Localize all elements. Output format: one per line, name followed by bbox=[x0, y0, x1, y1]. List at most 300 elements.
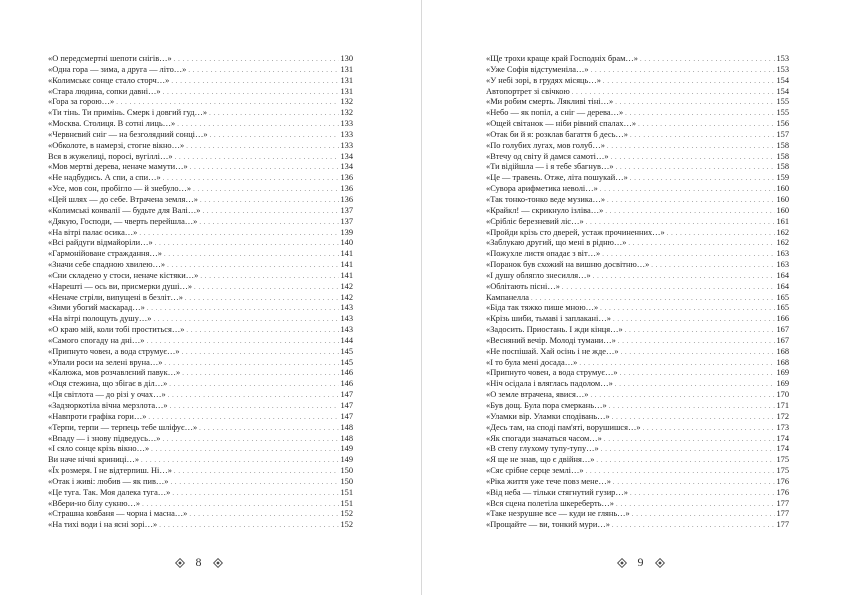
toc-entry-page: 137 bbox=[340, 205, 353, 215]
dot-leader bbox=[611, 153, 776, 163]
toc-entry-page: 142 bbox=[340, 281, 353, 291]
right-page bbox=[422, 0, 843, 595]
toc-entry-page: 148 bbox=[340, 422, 353, 432]
toc-entry bbox=[48, 390, 353, 401]
dot-leader bbox=[174, 55, 340, 65]
toc-entry-page: 146 bbox=[340, 368, 353, 378]
toc-entry bbox=[486, 184, 789, 195]
toc-entry-page: 136 bbox=[340, 184, 353, 194]
dot-leader bbox=[600, 185, 776, 195]
toc-entry-title: «Уже Софія відстуменіла…» bbox=[486, 64, 589, 74]
toc-entry-title: «Всі райдуги відмайоріли…» bbox=[48, 238, 153, 248]
toc-entry bbox=[48, 217, 353, 228]
toc-entry-title: «Крайкл! — скрикнуло ізліва…» bbox=[486, 205, 604, 215]
dot-leader bbox=[562, 283, 776, 293]
dot-leader bbox=[625, 326, 776, 336]
toc-entry bbox=[486, 130, 789, 141]
toc-entry-title: «Калюжа, мов розчавлєний павук…» bbox=[48, 368, 181, 378]
toc-entry bbox=[486, 509, 789, 520]
dot-leader bbox=[607, 142, 776, 152]
toc-entry bbox=[486, 455, 789, 466]
dot-leader bbox=[193, 185, 339, 195]
toc-entry-title: «Ми робим смерть. Лякливі тіні…» bbox=[486, 97, 614, 107]
toc-entry-title: «Як спогади значаться часом…» bbox=[486, 433, 602, 443]
toc-entry-page: 173 bbox=[776, 422, 789, 432]
toc-entry bbox=[48, 423, 353, 434]
dot-leader bbox=[186, 142, 339, 152]
dot-leader bbox=[621, 348, 776, 358]
dot-leader bbox=[159, 521, 339, 531]
toc-entry-page: 141 bbox=[340, 260, 353, 270]
toc-entry bbox=[48, 162, 353, 173]
dot-leader bbox=[177, 120, 339, 130]
toc-entry-title: «Стара людина, сопки давні…» bbox=[48, 86, 161, 96]
toc-entry-page: 158 bbox=[776, 140, 789, 150]
toc-entry-page: 131 bbox=[340, 75, 353, 85]
dot-leader bbox=[603, 77, 776, 87]
toc-entry bbox=[48, 347, 353, 358]
dot-leader bbox=[615, 98, 775, 108]
dot-leader bbox=[593, 272, 776, 282]
toc-entry-page: 131 bbox=[340, 86, 353, 96]
toc-entry bbox=[486, 347, 789, 358]
toc-entry-page: 133 bbox=[340, 129, 353, 139]
toc-entry-page: 175 bbox=[776, 455, 789, 465]
toc-entry bbox=[48, 76, 353, 87]
dot-leader bbox=[169, 380, 339, 390]
dot-leader bbox=[616, 500, 775, 510]
toc-entry bbox=[48, 368, 353, 379]
toc-entry-title: «Упали роси на зелені вруна…» bbox=[48, 357, 163, 367]
toc-entry-title: «Уламки вір. Уламки сподівань…» bbox=[486, 411, 610, 421]
toc-entry-page: 134 bbox=[340, 162, 353, 172]
dot-leader bbox=[190, 163, 340, 173]
dot-leader bbox=[116, 98, 339, 108]
toc-entry-title: Ви наче нічні криниці…» bbox=[48, 455, 140, 465]
toc-entry bbox=[48, 477, 353, 488]
dot-leader bbox=[139, 229, 339, 239]
toc-entry-page: 169 bbox=[776, 379, 789, 389]
toc-entry-page: 134 bbox=[340, 151, 353, 161]
toc-entry-page: 132 bbox=[340, 97, 353, 107]
toc-entry-title: «Пройди крізь сто дверей, устаж прочиненних…» bbox=[486, 227, 665, 237]
toc-entry-page: 147 bbox=[340, 411, 353, 421]
toc-entry-title: «Поранок був схожий на вишню досвітню…» bbox=[486, 260, 650, 270]
dot-leader bbox=[164, 359, 339, 369]
toc-entry bbox=[48, 444, 353, 455]
toc-entry-title: «Я ще не знав, що є двійня…» bbox=[486, 455, 595, 465]
toc-entry bbox=[48, 238, 353, 249]
toc-entry-page: 153 bbox=[776, 64, 789, 74]
toc-entry bbox=[48, 130, 353, 141]
toc-entry bbox=[48, 87, 353, 98]
toc-entry-title: «Гора за горою…» bbox=[48, 97, 115, 107]
toc-entry-page: 146 bbox=[340, 379, 353, 389]
dot-leader bbox=[167, 261, 339, 271]
toc-entry bbox=[486, 303, 789, 314]
toc-entry-title: «Москва. Столиця. В сотні лиць…» bbox=[48, 119, 176, 129]
toc-entry-title: «Цей шлях — до себе. Втрачена земля…» bbox=[48, 194, 198, 204]
toc-entry bbox=[48, 141, 353, 152]
toc-entry-title: «У небі зорі, в грудях місяць…» bbox=[486, 75, 601, 85]
dot-leader bbox=[163, 88, 340, 98]
toc-entry-page: 152 bbox=[340, 509, 353, 519]
toc-entry bbox=[48, 108, 353, 119]
dot-leader bbox=[155, 239, 340, 249]
toc-entry-title: «Обколоте, в намерзі, стогне вікно…» bbox=[48, 140, 185, 150]
toc-entry bbox=[48, 173, 353, 184]
toc-entry bbox=[486, 152, 789, 163]
toc-entry-page: 143 bbox=[340, 303, 353, 313]
page-folio-left bbox=[0, 555, 409, 570]
toc-entry-title: «О земле втрачена, явися…» bbox=[486, 390, 589, 400]
toc-entry-page: 160 bbox=[776, 205, 789, 215]
toc-entry-title: «І душу облягло знесилля…» bbox=[486, 270, 591, 280]
toc-entry-title: «Терпи, терпи — терпець тебе шліфує…» bbox=[48, 422, 198, 432]
toc-entry bbox=[486, 434, 789, 445]
toc-entry-title: «Так тонко-тонко веде музика…» bbox=[486, 194, 606, 204]
toc-entry-title: «По голубих лугах, мов голуб…» bbox=[486, 140, 605, 150]
table-of-contents-left bbox=[48, 54, 353, 531]
toc-entry-page: 137 bbox=[340, 216, 353, 226]
toc-entry bbox=[486, 477, 789, 488]
toc-entry-page: 177 bbox=[776, 520, 789, 530]
toc-entry-title: «Крізь шиби, тьмаві і заплакані…» bbox=[486, 314, 611, 324]
toc-entry-page: 168 bbox=[776, 357, 789, 367]
toc-entry bbox=[48, 65, 353, 76]
dot-leader bbox=[640, 55, 775, 65]
toc-entry-page: 162 bbox=[776, 238, 789, 248]
toc-entry-title: «Страшна ковбаня — чорна і масна…» bbox=[48, 509, 188, 519]
toc-entry-title: «Не поспішай. Хай осінь і не жде…» bbox=[486, 346, 619, 356]
toc-entry-page: 148 bbox=[340, 433, 353, 443]
toc-entry-page: 156 bbox=[776, 119, 789, 129]
toc-entry-page: 166 bbox=[776, 314, 789, 324]
toc-entry bbox=[486, 390, 789, 401]
toc-entry bbox=[486, 65, 789, 76]
dot-leader bbox=[531, 294, 775, 304]
toc-entry-title: «Біда так тяжко пише мною…» bbox=[486, 303, 599, 313]
dot-leader bbox=[199, 424, 339, 434]
dot-leader bbox=[200, 272, 339, 282]
dot-leader bbox=[147, 337, 340, 347]
toc-entry-title: «Мов мертві дерева, неначе мамути…» bbox=[48, 162, 188, 172]
toc-entry-title: «Вбери-но білу сукню…» bbox=[48, 498, 141, 508]
toc-entry-title: «Ощей світанок — ніби рівний спалах…» bbox=[486, 119, 637, 129]
dot-leader bbox=[591, 66, 776, 76]
dot-leader bbox=[596, 456, 775, 466]
toc-entry-page: 139 bbox=[340, 227, 353, 237]
toc-entry-page: 158 bbox=[776, 151, 789, 161]
toc-entry-page: 133 bbox=[340, 140, 353, 150]
toc-entry-title: «Срібліє березневий ліс…» bbox=[486, 216, 584, 226]
toc-entry bbox=[486, 401, 789, 412]
page-folio-right bbox=[430, 555, 843, 570]
toc-entry-page: 174 bbox=[776, 444, 789, 454]
toc-entry bbox=[486, 368, 789, 379]
dot-leader bbox=[604, 435, 776, 445]
toc-entry bbox=[48, 455, 353, 466]
dot-leader bbox=[601, 445, 776, 455]
toc-entry-page: 175 bbox=[776, 466, 789, 476]
toc-entry-page: 149 bbox=[340, 444, 353, 454]
toc-entry-page: 140 bbox=[340, 238, 353, 248]
toc-entry-title: Вся в жужелиці, поросі, вугіллі…» bbox=[48, 151, 173, 161]
toc-entry-page: 165 bbox=[776, 303, 789, 313]
toc-entry bbox=[48, 509, 353, 520]
toc-entry-page: 155 bbox=[776, 97, 789, 107]
toc-entry bbox=[486, 76, 789, 87]
toc-entry-page: 147 bbox=[340, 390, 353, 400]
toc-entry bbox=[48, 249, 353, 260]
toc-entry-page: 176 bbox=[776, 476, 789, 486]
toc-entry bbox=[48, 466, 353, 477]
dot-leader bbox=[609, 402, 776, 412]
dot-leader bbox=[188, 66, 339, 76]
toc-entry bbox=[486, 141, 789, 152]
toc-entry-page: 170 bbox=[776, 390, 789, 400]
toc-entry-page: 143 bbox=[340, 325, 353, 335]
toc-entry-page: 155 bbox=[776, 108, 789, 118]
toc-entry bbox=[486, 119, 789, 130]
toc-entry-page: 177 bbox=[776, 498, 789, 508]
toc-entry-page: 165 bbox=[776, 292, 789, 302]
toc-entry bbox=[486, 206, 789, 217]
toc-entry bbox=[486, 271, 789, 282]
toc-entry-title: «Колимські конвалії — будьте для Валі…» bbox=[48, 205, 201, 215]
toc-entry-title: «Навпроти графіка гори…» bbox=[48, 411, 147, 421]
dot-leader bbox=[189, 510, 339, 520]
toc-entry-title: «Ще трохи краще край Господніх брам…» bbox=[486, 54, 638, 63]
toc-entry-page: 143 bbox=[340, 314, 353, 324]
toc-entry bbox=[486, 162, 789, 173]
toc-entry-page: 131 bbox=[340, 64, 353, 74]
diamond-ornament-icon bbox=[617, 558, 627, 568]
toc-entry bbox=[486, 282, 789, 293]
dot-leader bbox=[164, 250, 339, 260]
toc-entry-page: 142 bbox=[340, 292, 353, 302]
toc-entry-page: 133 bbox=[340, 119, 353, 129]
toc-entry-title: «На вітрі полощуть душу…» bbox=[48, 314, 152, 324]
toc-entry-page: 136 bbox=[340, 194, 353, 204]
toc-entry-title: «Таке незрушне все — куди не глянь…» bbox=[486, 509, 630, 519]
dot-leader bbox=[586, 218, 776, 228]
toc-entry-title: «Усе, мов сон, пробігло — й знебуло…» bbox=[48, 184, 192, 194]
toc-entry-title: «Від неба — тільки стягнутий гузир…» bbox=[486, 487, 628, 497]
diamond-ornament-icon bbox=[175, 558, 185, 568]
toc-entry bbox=[486, 238, 789, 249]
toc-entry-page: 149 bbox=[340, 455, 353, 465]
toc-entry-title: «Облітають пісні…» bbox=[486, 281, 560, 291]
toc-entry bbox=[486, 195, 789, 206]
toc-entry bbox=[48, 314, 353, 325]
toc-entry bbox=[48, 499, 353, 510]
toc-entry-title: «Втечу од світу й дамся самоті…» bbox=[486, 151, 609, 161]
toc-entry-page: 163 bbox=[776, 249, 789, 259]
dot-leader bbox=[147, 304, 340, 314]
toc-entry-title: «Не надбудись. А спи, а спи…» bbox=[48, 173, 161, 183]
toc-entry bbox=[486, 293, 789, 304]
toc-entry-title: «На вітрі палає осика…» bbox=[48, 227, 138, 237]
toc-entry-page: 154 bbox=[776, 86, 789, 96]
toc-entry-title: «Це туга. Так. Моя далека туга…» bbox=[48, 487, 171, 497]
toc-entry-title: «Оця стежина, що збігає в діл…» bbox=[48, 379, 168, 389]
dot-leader bbox=[625, 109, 775, 119]
toc-entry-title: «Червнєвий сніг — на безголядний сонці…» bbox=[48, 129, 208, 139]
dot-leader bbox=[170, 402, 340, 412]
dot-leader bbox=[171, 77, 339, 87]
toc-entry-title: «Отак би й я: розклав багаття б десь…» bbox=[486, 129, 628, 139]
dot-leader bbox=[175, 153, 340, 163]
dot-leader bbox=[162, 435, 339, 445]
dot-leader bbox=[651, 261, 775, 271]
dot-leader bbox=[630, 489, 776, 499]
toc-entry-title: «Сяє срібне серце землі…» bbox=[486, 466, 584, 476]
dot-leader bbox=[628, 239, 775, 249]
toc-entry-page: 164 bbox=[776, 270, 789, 280]
toc-entry bbox=[48, 434, 353, 445]
toc-entry-title: «Отак і живі: любив — як пив…» bbox=[48, 476, 169, 486]
toc-entry bbox=[486, 379, 789, 390]
toc-entry bbox=[48, 336, 353, 347]
toc-entry bbox=[48, 358, 353, 369]
toc-entry bbox=[486, 314, 789, 325]
toc-entry-title: «Весняний вечір. Молоді тумани…» bbox=[486, 335, 616, 345]
page-number: 9 bbox=[637, 555, 644, 569]
toc-entry-title: «Вся сцена полетіла шкереберть…» bbox=[486, 498, 614, 508]
toc-entry bbox=[486, 358, 789, 369]
dot-leader bbox=[151, 445, 339, 455]
toc-entry-title: «Припнуто човен, а вода струмує…» bbox=[48, 346, 180, 356]
table-of-contents-right bbox=[486, 54, 789, 531]
toc-entry-title: «Нарешті — ось ви, присмерки душі…» bbox=[48, 281, 193, 291]
toc-entry-title: «Задосить. Приостань. І жди кінця…» bbox=[486, 325, 623, 335]
toc-entry bbox=[486, 520, 789, 531]
dot-leader bbox=[607, 196, 775, 206]
toc-entry-title: «Ти тінь. Ти примінь. Смерк і довгий гуд…» bbox=[48, 108, 208, 118]
toc-entry-title: «Прощайте — ви, тонкий мури…» bbox=[486, 520, 610, 530]
dot-leader bbox=[210, 131, 340, 141]
dot-leader bbox=[638, 120, 775, 130]
toc-entry-page: 162 bbox=[776, 227, 789, 237]
toc-entry bbox=[48, 54, 353, 65]
toc-entry bbox=[48, 206, 353, 217]
toc-entry-title: «Пожухле листя опадає з віт…» bbox=[486, 249, 601, 259]
toc-entry-title: Кампанелла bbox=[486, 292, 529, 302]
toc-entry-title: «О краю мій, коли тобі проститься…» bbox=[48, 325, 185, 335]
toc-entry bbox=[486, 412, 789, 423]
toc-entry-title: «Десь там, на споді пам'яті, ворушишся…» bbox=[486, 422, 641, 432]
page-number: 8 bbox=[195, 555, 202, 569]
toc-entry-title: «Гармонійоване страждання…» bbox=[48, 249, 162, 259]
toc-entry bbox=[486, 249, 789, 260]
toc-entry-page: 130 bbox=[340, 54, 353, 63]
toc-entry-page: 132 bbox=[340, 108, 353, 118]
toc-entry-page: 177 bbox=[776, 509, 789, 519]
dot-leader bbox=[209, 109, 339, 119]
toc-entry bbox=[48, 228, 353, 239]
dot-leader bbox=[182, 369, 339, 379]
toc-entry-title: «Це — травень. Отже, літа пошукай…» bbox=[486, 173, 628, 183]
dot-leader bbox=[600, 304, 775, 314]
toc-entry-page: 164 bbox=[776, 281, 789, 291]
toc-entry-page: 141 bbox=[340, 249, 353, 259]
toc-entry bbox=[48, 325, 353, 336]
dot-leader bbox=[630, 174, 776, 184]
toc-entry bbox=[486, 173, 789, 184]
dot-leader bbox=[602, 250, 775, 260]
toc-entry bbox=[48, 271, 353, 282]
toc-entry bbox=[486, 217, 789, 228]
toc-entry-page: 144 bbox=[340, 335, 353, 345]
toc-entry bbox=[48, 282, 353, 293]
toc-entry bbox=[486, 423, 789, 434]
dot-leader bbox=[579, 359, 775, 369]
toc-entry bbox=[486, 260, 789, 271]
dot-leader bbox=[148, 413, 339, 423]
dot-leader bbox=[612, 521, 776, 531]
toc-entry bbox=[486, 108, 789, 119]
dot-leader bbox=[667, 229, 776, 239]
dot-leader bbox=[630, 131, 775, 141]
toc-entry-title: «Сувора арифметика неволі…» bbox=[486, 184, 598, 194]
toc-entry-title: «І сяло сонце крізь вікно…» bbox=[48, 444, 150, 454]
toc-entry-page: 153 bbox=[776, 54, 789, 63]
toc-entry-title: «О передсмертні шепоти снігів…» bbox=[48, 54, 172, 63]
dot-leader bbox=[163, 174, 340, 184]
toc-entry-page: 171 bbox=[776, 401, 789, 410]
toc-entry bbox=[48, 520, 353, 531]
toc-entry-page: 158 bbox=[776, 162, 789, 172]
toc-entry-title: «Сни складено у стоси, неначе кістяки…» bbox=[48, 270, 199, 280]
toc-entry-page: 160 bbox=[776, 184, 789, 194]
toc-entry bbox=[486, 466, 789, 477]
toc-entry-title: «Одна гора — зима, а друга — літо…» bbox=[48, 64, 187, 74]
toc-entry-title: «Їх розмеря. І не відтерпиш. Ні…» bbox=[48, 466, 172, 476]
toc-entry bbox=[48, 184, 353, 195]
dot-leader bbox=[170, 478, 339, 488]
dot-leader bbox=[613, 315, 776, 325]
toc-entry bbox=[48, 488, 353, 499]
toc-entry-title: «Дякую, Господи, — чверть перейшла…» bbox=[48, 216, 198, 226]
toc-entry-page: 174 bbox=[776, 433, 789, 443]
dot-leader bbox=[186, 326, 339, 336]
toc-entry-page: 145 bbox=[340, 346, 353, 356]
toc-entry-page: 160 bbox=[776, 194, 789, 204]
toc-entry-title: «Впаду — і знову підведусь…» bbox=[48, 433, 161, 443]
diamond-ornament-icon bbox=[213, 558, 223, 568]
toc-entry-page: 169 bbox=[776, 368, 789, 378]
toc-entry-title: Автопортрет зі свічкою bbox=[486, 86, 570, 96]
dot-leader bbox=[613, 478, 776, 488]
dot-leader bbox=[618, 337, 776, 347]
dot-leader bbox=[616, 163, 776, 173]
toc-entry-page: 151 bbox=[340, 498, 353, 508]
toc-entry-page: 150 bbox=[340, 476, 353, 486]
dot-leader bbox=[605, 207, 775, 217]
toc-entry-page: 141 bbox=[340, 270, 353, 280]
toc-entry-title: «І то була мені досада…» bbox=[486, 357, 578, 367]
dot-leader bbox=[643, 424, 776, 434]
toc-entry-title: «Був дощ. Була пора смеркань…» bbox=[486, 401, 607, 410]
toc-entry bbox=[486, 54, 789, 65]
toc-entry bbox=[48, 293, 353, 304]
dot-leader bbox=[185, 294, 340, 304]
toc-entry-page: 147 bbox=[340, 401, 353, 410]
toc-entry bbox=[486, 499, 789, 510]
toc-entry bbox=[48, 401, 353, 412]
toc-entry bbox=[486, 228, 789, 239]
